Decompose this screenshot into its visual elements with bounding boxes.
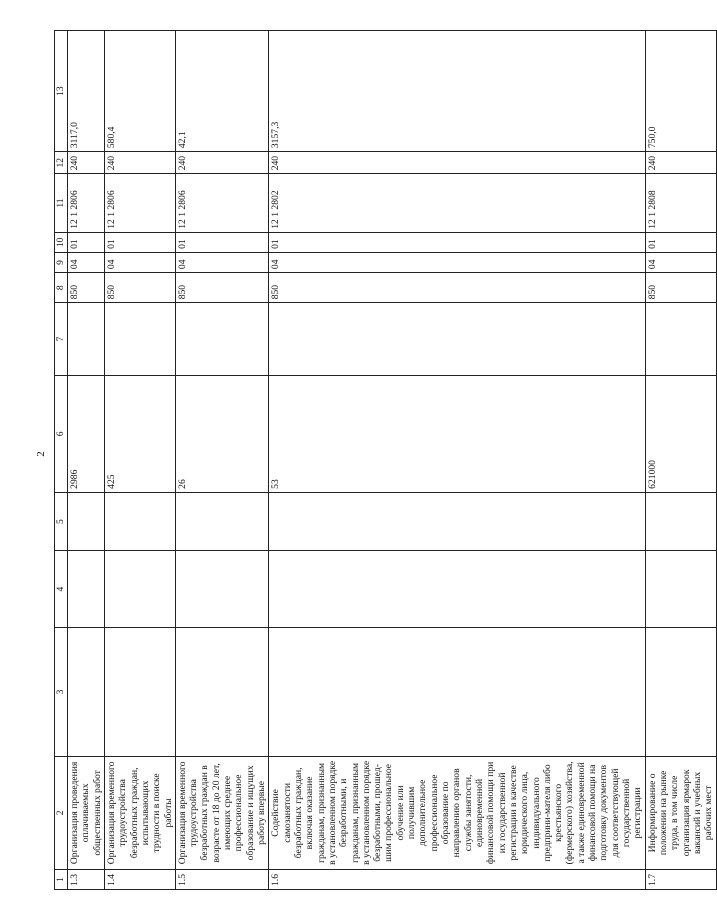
cell: 240	[645, 152, 716, 174]
cell	[269, 303, 645, 376]
cell: 01	[175, 232, 269, 252]
header-cell: 9	[55, 252, 68, 272]
header-cell: 11	[55, 174, 68, 232]
cell	[645, 627, 716, 756]
table-row	[68, 31, 105, 890]
cell: 240	[68, 152, 105, 174]
row-number: 1.3	[68, 869, 105, 889]
header-row	[55, 31, 68, 890]
table-row	[175, 31, 269, 890]
cell: 01	[104, 232, 175, 252]
cell: 01	[645, 232, 716, 252]
cell: 621000	[645, 375, 716, 492]
header-cell: 12	[55, 152, 68, 174]
cell	[269, 492, 645, 550]
row-number: 1.7	[645, 869, 716, 889]
cell	[104, 492, 175, 550]
cell: 240	[175, 152, 269, 174]
cell: 12 1 2806	[175, 174, 269, 232]
header-cell: 3	[55, 627, 68, 756]
cell: 04	[104, 252, 175, 272]
cell: 3117,0	[68, 31, 105, 152]
cell	[645, 303, 716, 376]
cell	[104, 627, 175, 756]
row-name: Организация временного трудоустройства безработных граждан в возрасте от 18 до 20 лет, имеющих среднее профессиональное образование и ищущих работу впервые	[175, 756, 269, 869]
cell	[175, 551, 269, 628]
cell: 580,4	[104, 31, 175, 152]
cell	[68, 303, 105, 376]
cell	[104, 551, 175, 628]
cell: 04	[269, 252, 645, 272]
header-cell: 10	[55, 232, 68, 252]
header-cell: 4	[55, 551, 68, 628]
table-row	[645, 31, 716, 890]
cell	[104, 303, 175, 376]
cell	[68, 627, 105, 756]
rotated-table-wrapper	[54, 30, 715, 890]
cell: 850	[175, 273, 269, 303]
header-cell: 7	[55, 303, 68, 376]
cell: 3157,3	[269, 31, 645, 152]
cell: 12 1 2802	[269, 174, 645, 232]
cell: 2986	[68, 375, 105, 492]
row-number: 1.4	[104, 869, 175, 889]
cell	[645, 492, 716, 550]
cell: 12 1 2808	[645, 174, 716, 232]
header-cell: 1	[55, 869, 68, 889]
cell: 12 1 2806	[104, 174, 175, 232]
cell	[175, 303, 269, 376]
row-name: Информирование о положении на рынке труда, в том числе организация ярмарок вакансий и учебных рабочих мест	[645, 756, 716, 869]
table-row	[269, 31, 645, 890]
cell: 04	[645, 252, 716, 272]
cell: 01	[68, 232, 105, 252]
header-cell: 6	[55, 375, 68, 492]
cell	[175, 627, 269, 756]
cell	[269, 627, 645, 756]
row-name: Организация проведения оплачиваемых общественных работ	[68, 756, 105, 869]
header-cell: 8	[55, 273, 68, 303]
cell: 850	[68, 273, 105, 303]
cell	[645, 551, 716, 628]
cell: 750,0	[645, 31, 716, 152]
budget-table	[54, 30, 717, 890]
cell: 850	[645, 273, 716, 303]
row-number: 1.6	[269, 869, 645, 889]
cell	[68, 551, 105, 628]
header-cell: 5	[55, 492, 68, 550]
table-row	[104, 31, 175, 890]
cell: 425	[104, 375, 175, 492]
row-name: Содействие самозанятости безработных граждан, включая оказание гражданам, признанным в установленном порядке безработными, и гражданам, признанным в установленном порядке безработными, прошед-шим профессиональное обучение или получившим дополнительное профессиональное образование по направлению органов службы занятости, единовременной финансовой помощи при их государственной регистрации в качестве юридического лица, индивидуального предприни-мателя либо крестьянского (фермерского) хозяйства, а также единовременной финансовой помощи на подготовку документов для соответствующей государственной регистрации	[269, 756, 645, 869]
page-number: 2	[34, 451, 47, 457]
header-cell: 13	[55, 31, 68, 152]
cell: 04	[175, 252, 269, 272]
cell: 850	[104, 273, 175, 303]
cell: 240	[269, 152, 645, 174]
cell: 240	[104, 152, 175, 174]
cell	[269, 551, 645, 628]
cell: 850	[269, 273, 645, 303]
header-cell: 2	[55, 756, 68, 869]
cell	[175, 492, 269, 550]
cell: 12 1 2806	[68, 174, 105, 232]
cell: 53	[269, 375, 645, 492]
cell: 01	[269, 232, 645, 252]
cell: 42,1	[175, 31, 269, 152]
cell: 26	[175, 375, 269, 492]
cell	[68, 492, 105, 550]
cell: 04	[68, 252, 105, 272]
row-name: Организация временного трудоустройства безработных граждан, испытывающих трудности в поиске работы	[104, 756, 175, 869]
row-number: 1.5	[175, 869, 269, 889]
